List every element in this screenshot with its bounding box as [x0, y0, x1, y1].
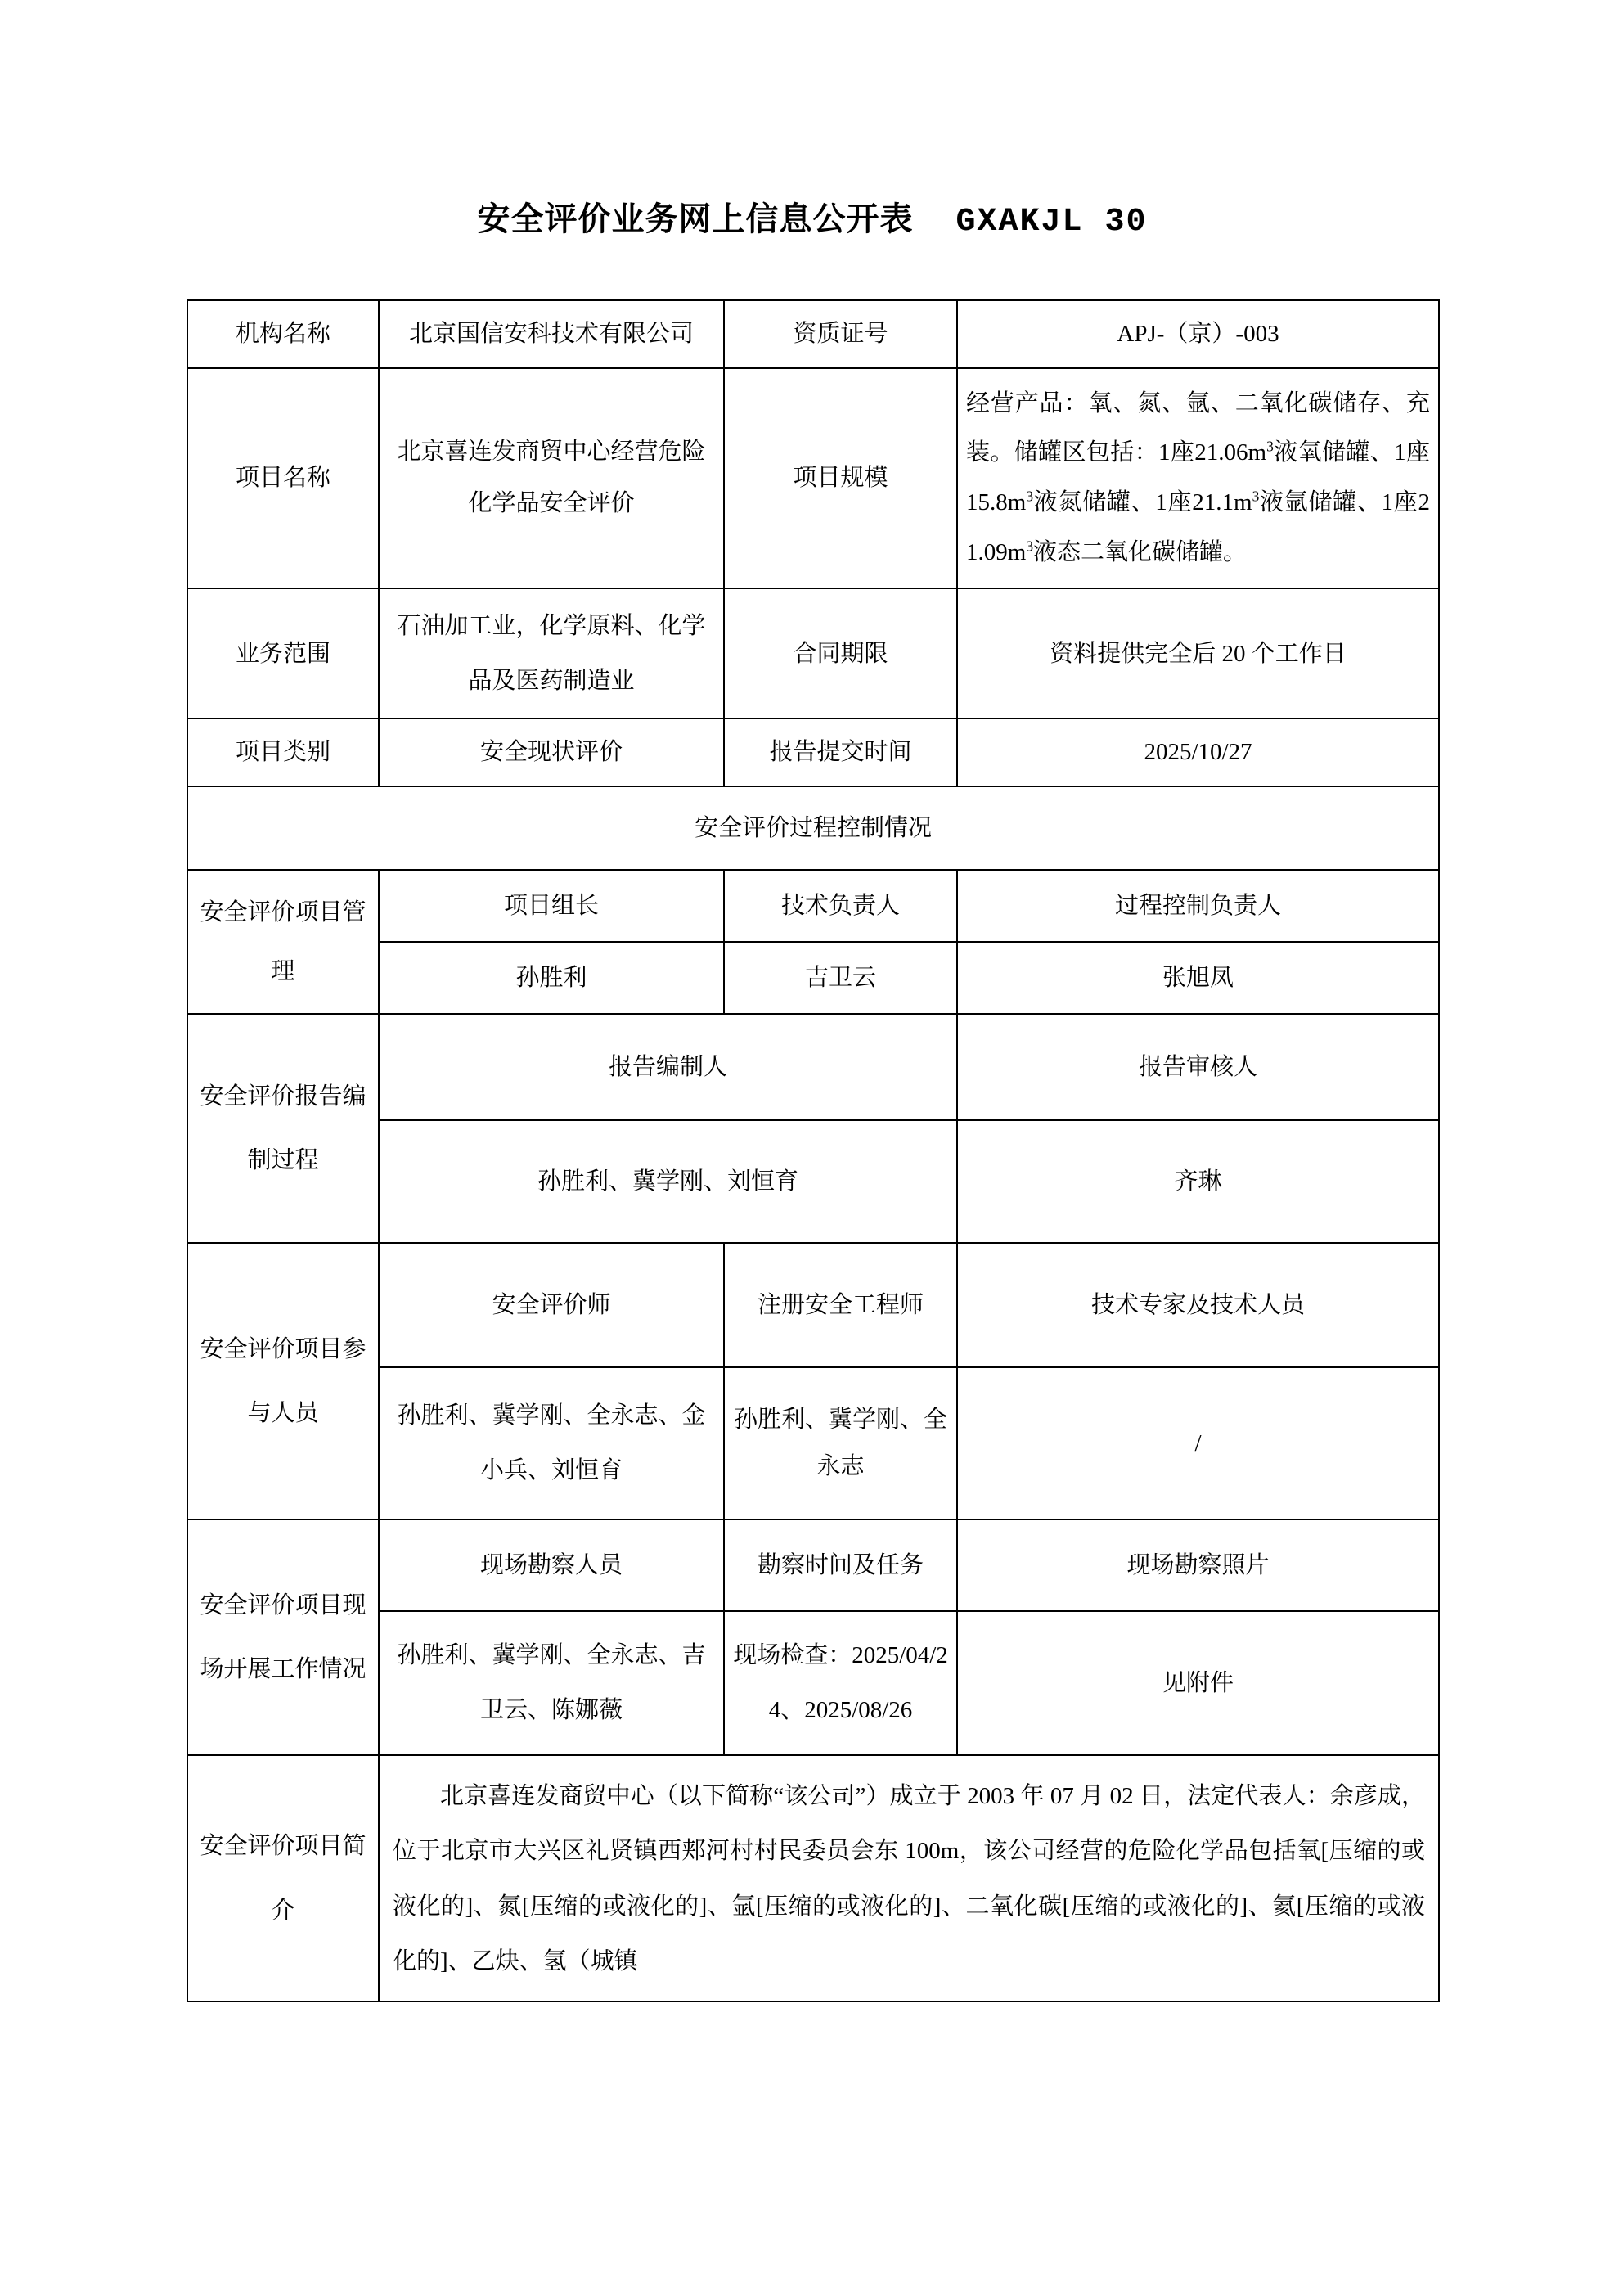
label-report-submit-time: 报告提交时间: [724, 718, 957, 786]
header-project-leader: 项目组长: [379, 870, 724, 942]
value-report-author: 孙胜利、冀学刚、刘恒育: [379, 1120, 957, 1243]
value-registered-safety-engineer: 孙胜利、冀学刚、全永志: [724, 1367, 957, 1519]
value-contract-period: 资料提供完全后 20 个工作日: [957, 588, 1439, 718]
label-project-participants: 安全评价项目参与人员: [187, 1243, 379, 1519]
label-report-compilation: 安全评价报告编制过程: [187, 1014, 379, 1243]
table-row-report-headers: [187, 1014, 1439, 1120]
page-title-code: GXAKJL 30: [955, 204, 1148, 241]
value-safety-assessor: 孙胜利、冀学刚、全永志、金小兵、刘恒育: [379, 1367, 724, 1519]
label-contract-period: 合同期限: [724, 588, 957, 718]
header-survey-photos: 现场勘察照片: [957, 1519, 1439, 1611]
value-project-scale: [957, 368, 1439, 589]
value-report-reviewer: 齐琳: [957, 1120, 1439, 1243]
table-row-section-header: [187, 786, 1439, 870]
project-intro-text: 北京喜连发商贸中心（以下简称“该公司”）成立于 2003 年 07 月 02 日，法定代表人：余彦成，位于北京市大兴区礼贤镇西郏河村村民委员会东 100m，该公司经营的危险化学品包括氧[压缩的或液化的]、氮[压缩的或液化的]、氩[压缩的或液化的]、二氧化碳[压缩的或液化的]、氦[压缩的或液化的]、乙炔、氢（城镇: [393, 1783, 1425, 1974]
scale-sup-3: 3: [1252, 488, 1260, 505]
header-report-author: 报告编制人: [379, 1014, 957, 1120]
label-project-category: 项目类别: [187, 718, 379, 786]
scale-part-4: 液氩储罐、1座21.09m: [966, 489, 1430, 566]
header-survey-time-task: 勘察时间及任务: [724, 1519, 957, 1611]
scale-part-5: 液态二氧化碳储罐。: [1033, 539, 1248, 566]
value-technical-experts: /: [957, 1367, 1439, 1519]
value-survey-photos: 见附件: [957, 1611, 1439, 1755]
value-report-submit-time: 2025/10/27: [957, 718, 1439, 786]
value-survey-time-task: 现场检查：2025/04/24、2025/08/26: [724, 1611, 957, 1755]
label-org-name: 机构名称: [187, 300, 379, 368]
label-business-scope: 业务范围: [187, 588, 379, 718]
table-row-business-scope: [187, 588, 1439, 718]
table-row-project: [187, 368, 1439, 589]
header-survey-personnel: 现场勘察人员: [379, 1519, 724, 1611]
label-project-name: 项目名称: [187, 368, 379, 589]
value-project-name: 北京喜连发商贸中心经营危险化学品安全评价: [379, 368, 724, 589]
scale-sup-1: 3: [1266, 438, 1274, 455]
value-project-category: 安全现状评价: [379, 718, 724, 786]
scale-sup-2: 3: [1026, 488, 1034, 505]
value-business-scope: 石油加工业，化学原料、化学品及医药制造业: [379, 588, 724, 718]
value-project-intro-cell: [379, 1755, 1439, 2001]
label-fieldwork: 安全评价项目现场开展工作情况: [187, 1519, 379, 1755]
table-row-participants-headers: [187, 1243, 1439, 1367]
label-project-management: 安全评价项目管理: [187, 870, 379, 1014]
label-project-scale: 项目规模: [724, 368, 957, 589]
scale-part-3: 液氮储罐、1座21.1m: [1033, 489, 1252, 516]
table-row-project-intro: [187, 1755, 1439, 2001]
label-license-no: 资质证号: [724, 300, 957, 368]
header-safety-assessor: 安全评价师: [379, 1243, 724, 1367]
section-header-process-control: 安全评价过程控制情况: [187, 786, 1439, 870]
value-project-leader: 孙胜利: [379, 942, 724, 1014]
table-row-project-category: [187, 718, 1439, 786]
scale-part-2: 液氧储罐、1座15.8m: [966, 439, 1430, 516]
header-technical-experts: 技术专家及技术人员: [957, 1243, 1439, 1367]
header-registered-safety-engineer: 注册安全工程师: [724, 1243, 957, 1367]
page-title-text: 安全评价业务网上信息公开表: [477, 200, 914, 237]
scale-sup-4: 3: [1026, 538, 1034, 555]
table-row-fieldwork-headers: [187, 1519, 1439, 1611]
value-process-control-director: 张旭凤: [957, 942, 1439, 1014]
header-report-reviewer: 报告审核人: [957, 1014, 1439, 1120]
header-process-control-director: 过程控制负责人: [957, 870, 1439, 942]
scale-part-1: 经营产品：氧、氮、氩、二氧化碳储存、充装。储罐区包括：1座21.06m: [966, 389, 1430, 466]
table-row-management-headers: [187, 870, 1439, 942]
disclosure-table: [187, 299, 1440, 2002]
header-technical-director: 技术负责人: [724, 870, 957, 942]
value-technical-director: 吉卫云: [724, 942, 957, 1014]
value-org-name: 北京国信安科技术有限公司: [379, 300, 724, 368]
value-survey-personnel: 孙胜利、冀学刚、全永志、吉卫云、陈娜薇: [379, 1611, 724, 1755]
value-license-no: APJ-（京）-003: [957, 300, 1439, 368]
label-project-intro: 安全评价项目简介: [187, 1755, 379, 2001]
table-row-organization: [187, 300, 1439, 368]
page-title: [187, 196, 1438, 245]
